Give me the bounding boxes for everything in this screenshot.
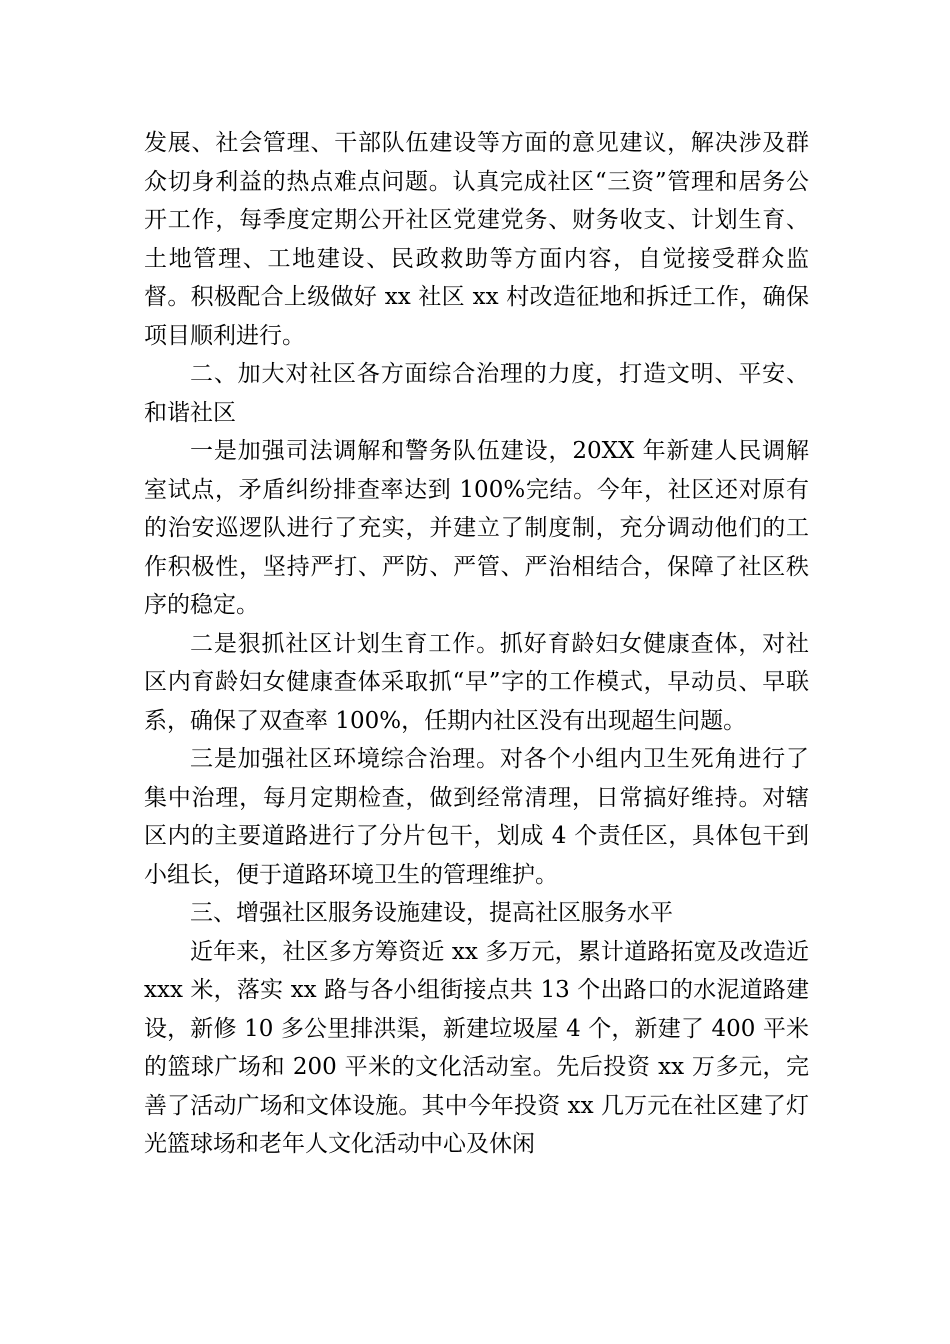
document-body xyxy=(144,124,809,1164)
section-heading-2: 二、加大对社区各方面综合治理的力度，打造文明、平安、和谐社区 xyxy=(144,361,809,426)
paragraph-3: 一是加强司法调解和警务队伍建设，20XX 年新建人民调解室试点，矛盾纠纷排查率达到 100%完结。今年，社区还对原有的治安巡逻队进行了充实，并建立了制度制，充分调动他们的工作积极性，坚持严打、严防、严管、严治相结合，保障了社区秩序的稳定。 xyxy=(144,438,809,618)
section-heading-6: 三、增强社区服务设施建设，提高社区服务水平 xyxy=(190,900,673,926)
paragraph-4: 二是狠抓社区计划生育工作。抓好育龄妇女健康查体，对社区内育龄妇女健康查体采取抓“早”字的工作模式，早动员、早联系，确保了双查率 100%，任期内社区没有出现超生问题。 xyxy=(144,630,809,734)
paragraph-1: 发展、社会管理、干部队伍建设等方面的意见建议，解决涉及群众切身利益的热点难点问题。认真完成社区“三资”管理和居务公开工作，每季度定期公开社区党建党务、财务收支、计划生育、土地管理、工地建设、民政救助等方面内容，自觉接受群众监督。积极配合上级做好 xx 社区 xx 村改造征地和拆迁工作，确保项目顺利进行。 xyxy=(144,130,809,349)
paragraph-5: 三是加强社区环境综合治理。对各个小组内卫生死角进行了集中治理，每月定期检查，做到经常清理，日常搞好维持。对辖区内的主要道路进行了分片包干，划成 4 个责任区，具体包干到小组长，便于道路环境卫生的管理维护。 xyxy=(144,746,809,888)
paragraph-7: 近年来，社区多方筹资近 xx 多万元，累计道路拓宽及改造近 xxx 米，落实 xx 路与各小组街接点共 13 个出路口的水泥道路建设，新修 10 多公里排洪渠，新建垃圾屋 4 个，新建了 400 平米的篮球广场和 200 平米的文化活动室。先后投资 xx 万多元，完善了活动广场和文体设施。其中今年投资 xx 几万元在社区建了灯光篮球场和老年人文化活动中心及休闲 xyxy=(144,938,809,1157)
